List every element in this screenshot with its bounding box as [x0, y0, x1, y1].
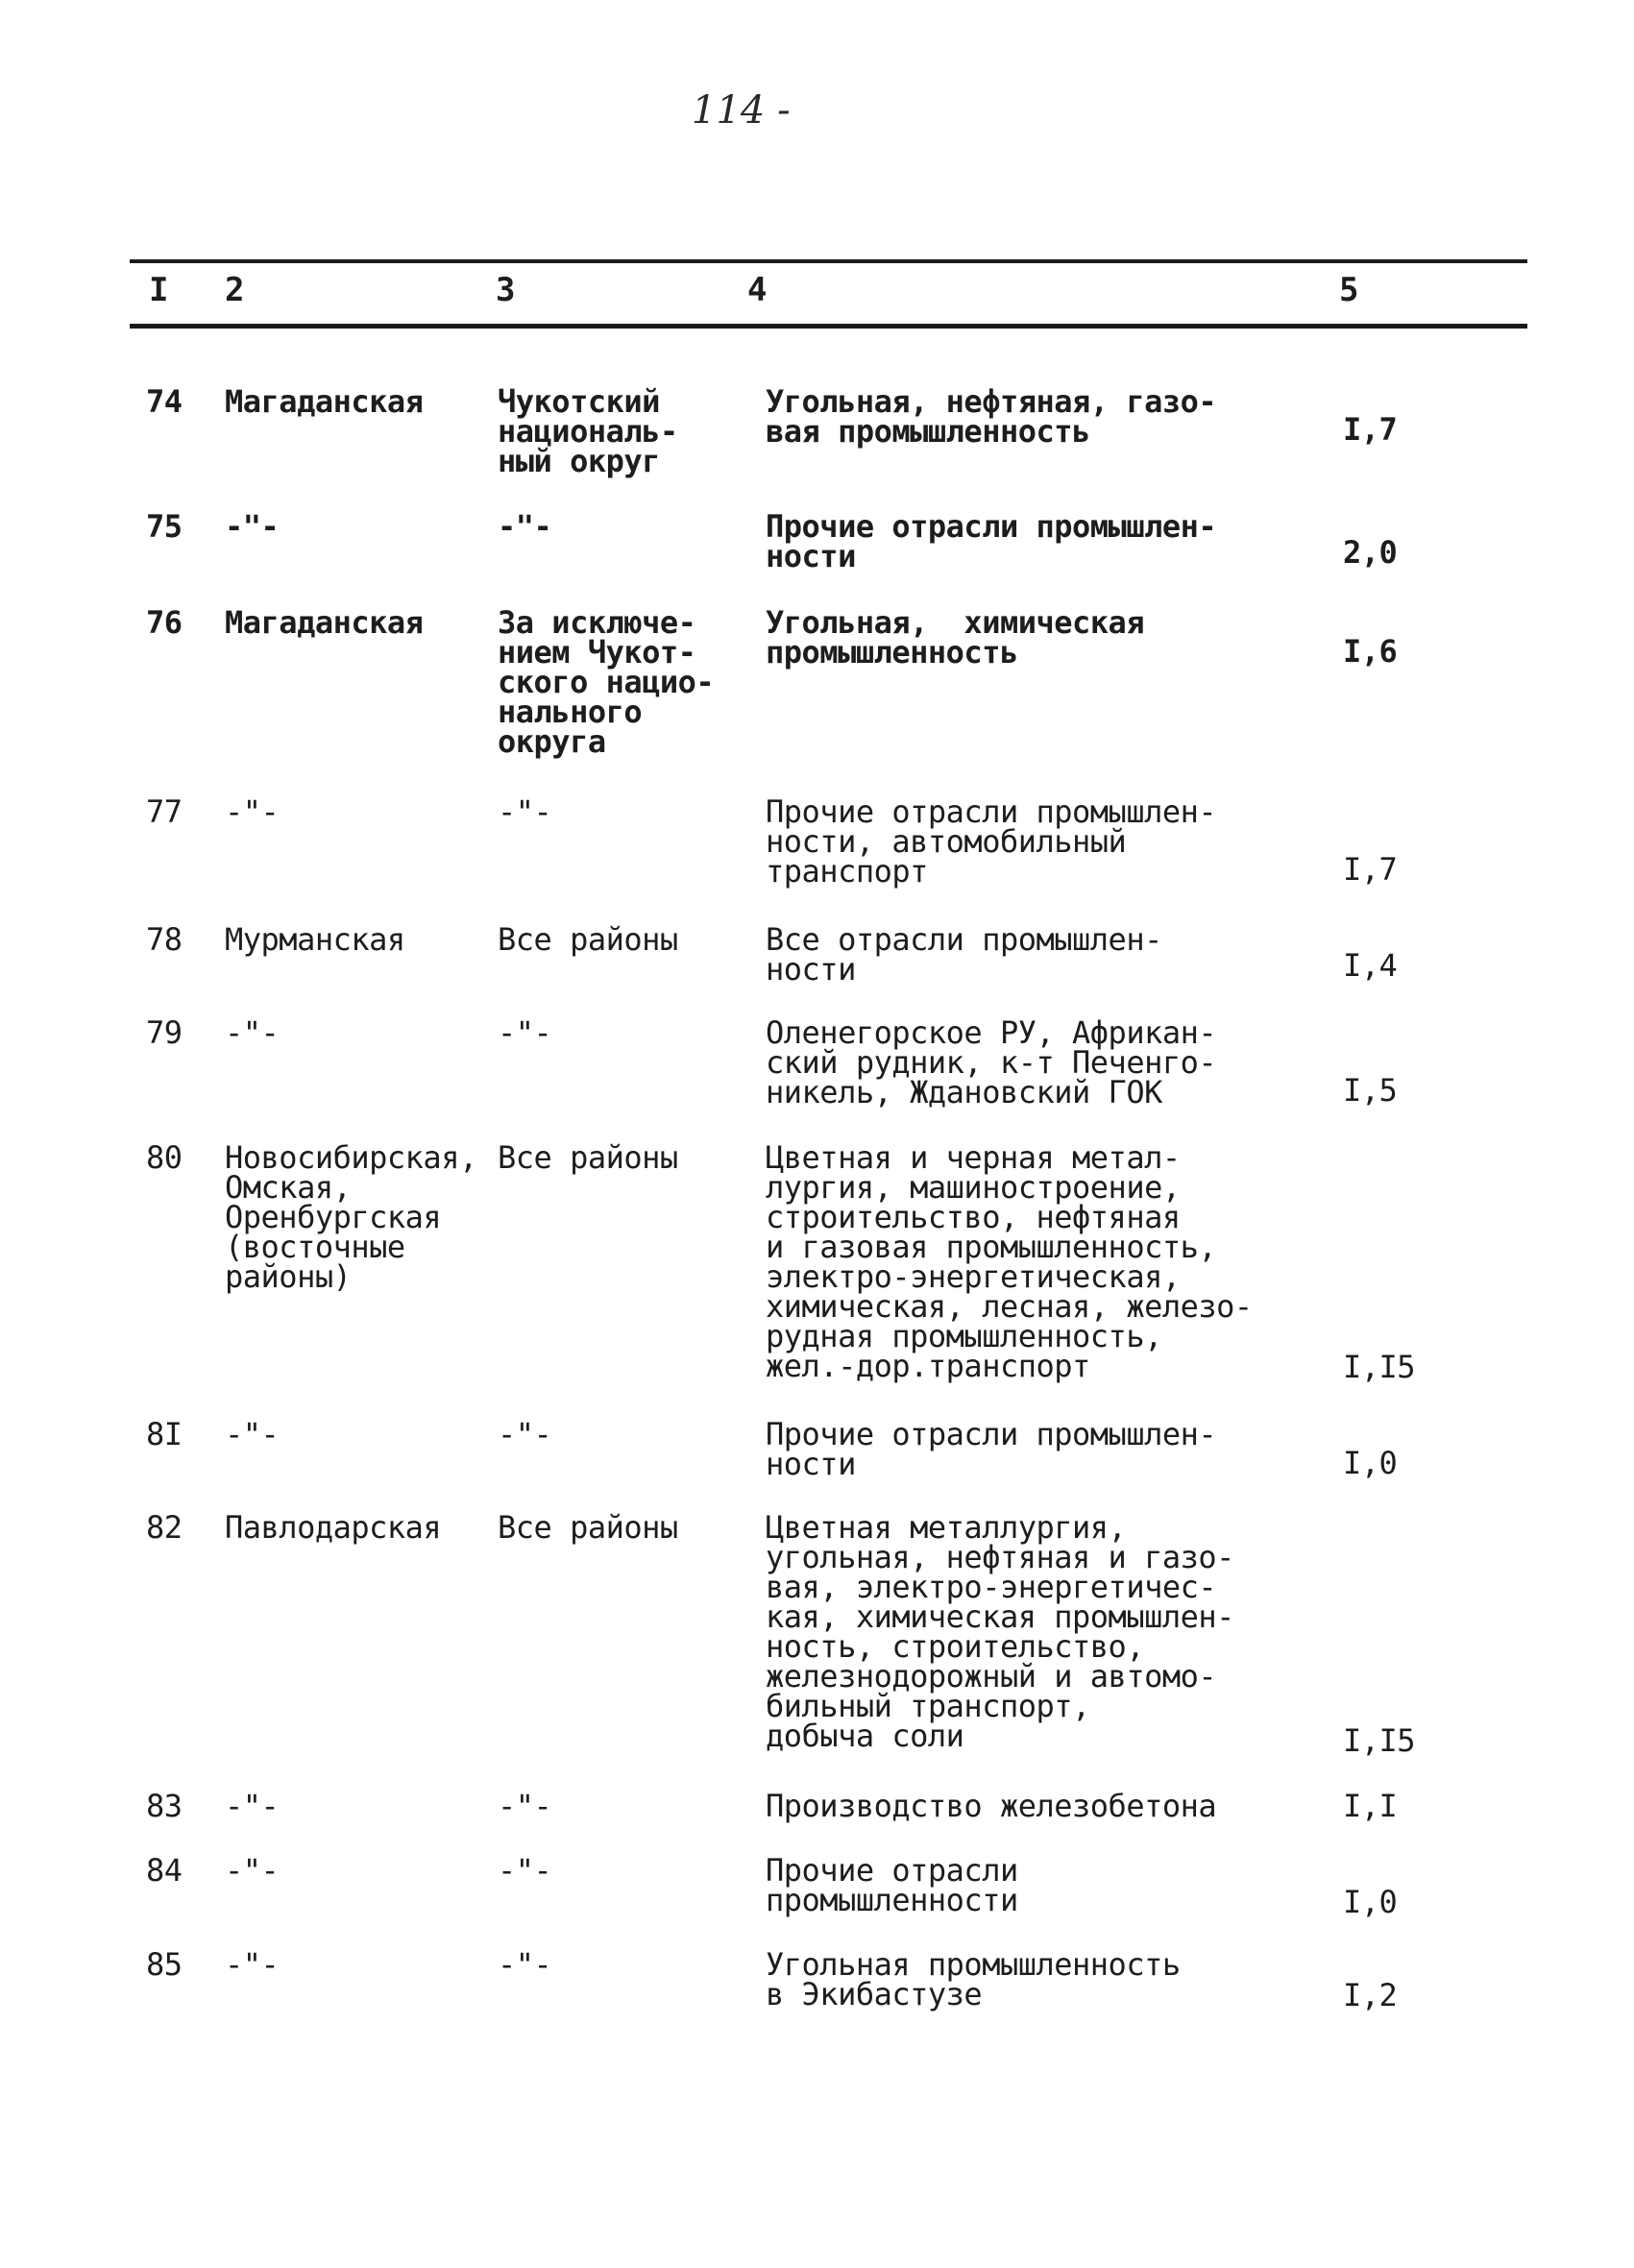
coefficient-cell: I,4	[1343, 947, 1398, 984]
region-cell: Новосибирская, Омская, Оренбургская (восточные районы)	[225, 1139, 477, 1295]
industry-cell: Угольная, нефтяная, газо- вая промышленность	[766, 383, 1217, 450]
district-cell: -"-	[498, 508, 552, 545]
coefficient-cell: I,0	[1343, 1445, 1398, 1481]
industry-cell: Прочие отрасли промышлен- ности, автомобильный транспорт	[766, 793, 1217, 890]
district-cell: За исключе- нием Чукот- ского нацио- нального округа	[498, 604, 715, 760]
column-header-2: 2	[225, 271, 245, 309]
table-top-rule	[130, 259, 1527, 263]
region-cell: -"-	[225, 1788, 280, 1824]
row-number: 82	[146, 1509, 183, 1546]
row-number: 77	[146, 793, 183, 830]
row-number: 79	[146, 1014, 183, 1051]
row-number: 8I	[146, 1416, 183, 1452]
table-header-rule	[130, 324, 1527, 329]
industry-cell: Угольная промышленность в Экибастузе	[766, 1946, 1181, 2012]
row-number: 74	[146, 383, 183, 420]
column-header-4: 4	[747, 271, 768, 309]
column-header-3: 3	[496, 271, 516, 309]
district-cell: Чукотский националь- ный округ	[498, 383, 678, 479]
industry-cell: Оленегорское РУ, Африкан- ский рудник, к-т Печенго- никель, Ждановский ГОК	[766, 1014, 1217, 1110]
district-cell: -"-	[498, 1946, 552, 1983]
coefficient-cell: I,7	[1343, 851, 1398, 888]
industry-cell: Все отрасли промышлен- ности	[766, 921, 1162, 988]
district-cell: -"-	[498, 1014, 552, 1051]
industry-cell: Производство железобетона	[766, 1788, 1217, 1824]
region-cell: -"-	[225, 508, 280, 545]
industry-cell: Цветная металлургия, угольная, нефтяная и газо- вая, электро-энергетичес- кая, химическая промышлен- ность, строительство, железнодорожный и автомо- бильный транспорт, добыча соли	[766, 1509, 1234, 1754]
column-header-5: 5	[1339, 271, 1359, 309]
industry-cell: Цветная и черная метал- лургия, машиностроение, строительство, нефтяная и газовая промышленность, электро-энергетическая, химическая, лесная, железо- рудная промышленность, жел.-дор.транспорт	[766, 1139, 1253, 1384]
row-number: 80	[146, 1139, 183, 1176]
coefficient-cell: 2,0	[1343, 534, 1398, 571]
region-cell: -"-	[225, 793, 280, 830]
row-number: 83	[146, 1788, 183, 1824]
row-number: 84	[146, 1852, 183, 1889]
district-cell: Все районы	[498, 1139, 678, 1176]
region-cell: Магаданская	[225, 604, 424, 641]
coefficient-cell: I,2	[1343, 1977, 1398, 2013]
row-number: 76	[146, 604, 183, 641]
coefficient-cell: I,0	[1343, 1884, 1398, 1920]
row-number: 78	[146, 921, 183, 958]
district-cell: Все районы	[498, 1509, 678, 1546]
coefficient-cell: I,5	[1343, 1072, 1398, 1109]
district-cell: -"-	[498, 793, 552, 830]
coefficient-cell: I,I	[1343, 1788, 1398, 1824]
coefficient-cell: I,6	[1343, 633, 1398, 670]
region-cell: -"-	[225, 1852, 280, 1889]
column-header-1: I	[149, 271, 169, 309]
industry-cell: Прочие отрасли промышлен- ности	[766, 1416, 1217, 1482]
district-cell: Все районы	[498, 921, 678, 958]
district-cell: -"-	[498, 1852, 552, 1889]
region-cell: Павлодарская	[225, 1509, 442, 1546]
region-cell: Мурманская	[225, 921, 405, 958]
industry-cell: Угольная, химическая промышленность	[766, 604, 1145, 671]
region-cell: -"-	[225, 1946, 280, 1983]
page-number: 114 -	[692, 88, 791, 133]
industry-cell: Прочие отрасли промышлен- ности	[766, 508, 1217, 574]
coefficient-cell: I,7	[1343, 411, 1398, 448]
row-number: 75	[146, 508, 183, 545]
district-cell: -"-	[498, 1416, 552, 1452]
region-cell: -"-	[225, 1416, 280, 1452]
region-cell: Магаданская	[225, 383, 424, 420]
row-number: 85	[146, 1946, 183, 1983]
coefficient-cell: I,I5	[1343, 1349, 1416, 1385]
region-cell: -"-	[225, 1014, 280, 1051]
industry-cell: Прочие отрасли промышленности	[766, 1852, 1018, 1918]
district-cell: -"-	[498, 1788, 552, 1824]
coefficient-cell: I,I5	[1343, 1722, 1416, 1759]
